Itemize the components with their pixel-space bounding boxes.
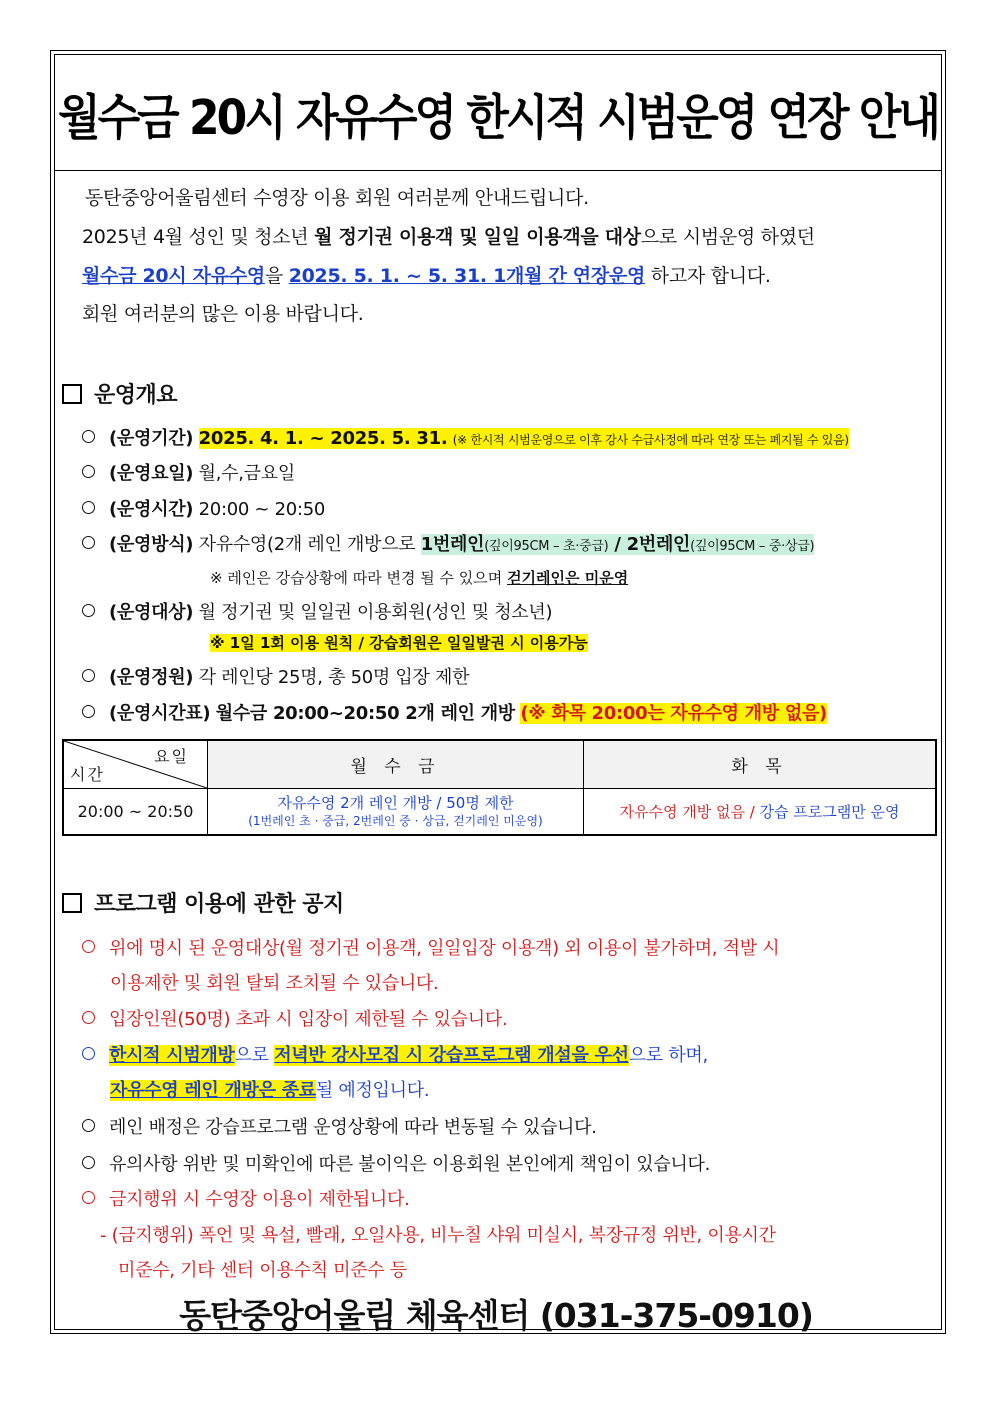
intro-line2-pre: 2025년 4월 성인 및 청소년 — [82, 226, 309, 248]
notice-item-4 — [82, 1113, 597, 1139]
circle-bullet-icon — [82, 705, 95, 718]
circle-bullet-icon — [82, 940, 95, 953]
circle-bullet-icon — [82, 669, 95, 682]
tt-lessons: 강습 프로그램만 운영 — [754, 803, 900, 821]
intro-highlight-period: 2025. 5. 1. ~ 5. 31. 1개월 간 연장운영 — [288, 265, 646, 287]
notice-item-1 — [82, 934, 779, 960]
intro-line2-post: 으로 시범운영 하였던 — [640, 226, 815, 248]
intro-line-3 — [82, 261, 771, 288]
notice-item-5 — [82, 1150, 710, 1176]
notice-item-2 — [82, 1005, 507, 1031]
checkbox-square-icon — [62, 893, 82, 913]
capacity-label: (운영정원) — [109, 667, 194, 688]
header-mwf: 월 수 금 — [208, 740, 584, 789]
title-box — [55, 55, 941, 171]
circle-bullet-icon — [82, 430, 95, 443]
target-label: (운영대상) — [109, 602, 194, 623]
period-note: (※ 한시적 시범운영으로 이후 강사 수급사정에 따라 연장 또는 폐지될 수 있음) — [452, 433, 849, 447]
circle-bullet-icon — [82, 604, 95, 617]
notice-item-3-a: 한시적 시범개방 — [109, 1045, 235, 1066]
method-pre: 자유수영(2개 레인 개방으로 — [198, 534, 416, 555]
overview-heading-text: 운영개요 — [94, 383, 178, 408]
notice-item-3-e: 자유수영 레인 개방은 종료 — [110, 1080, 316, 1101]
overview-period-row — [82, 424, 849, 450]
circle-bullet-icon — [82, 1047, 95, 1060]
schedule-table — [62, 739, 937, 836]
notice-item-2-text: 입장인원(50명) 초과 시 입장이 제한될 수 있습니다. — [109, 1009, 508, 1030]
circle-bullet-icon — [82, 465, 95, 478]
cell-time: 20:00 ~ 20:50 — [63, 789, 208, 836]
notice-item-6-text: 금지행위 시 수영장 이용이 제한됩니다. — [109, 1189, 410, 1210]
schedule-label: (운영시간표) — [109, 703, 211, 724]
intro-highlight-program: 월수금 20시 자유수영 — [82, 265, 265, 287]
schedule-note: (※ 화목 20:00는 자유수영 개방 없음) — [520, 703, 827, 724]
circle-bullet-icon — [82, 1191, 95, 1204]
circle-bullet-icon — [82, 501, 95, 514]
overview-heading — [62, 378, 177, 409]
notice-item-3-f: 될 예정입니다. — [315, 1080, 430, 1101]
notice-item-4-text: 레인 배정은 강습프로그램 운영상황에 따라 변동될 수 있습니다. — [109, 1117, 597, 1138]
notice-item-3 — [82, 1041, 708, 1067]
overview-schedule-row — [82, 699, 827, 725]
target-note-text: ※ 1일 1회 이용 원칙 / 강습회원은 일일발권 시 이용가능 — [210, 634, 588, 652]
notice-item-6-sub1: - (금지행위) 폭언 및 욕설, 빨래, 오일사용, 비누칠 샤워 미실시, 복장규정 위반, 이용시간 — [100, 1225, 776, 1246]
notice-heading — [62, 887, 344, 918]
capacity-value: 각 레인당 25명, 총 50명 입장 제한 — [198, 667, 470, 688]
tt-closed: 자유수영 개방 없음 / — [619, 803, 755, 821]
intro-line-2 — [82, 222, 815, 249]
corner-time-label: 시간 — [70, 765, 105, 784]
overview-days-row — [82, 459, 295, 485]
method-note — [210, 567, 628, 588]
schedule-value: 월수금 20:00~20:50 2개 레인 개방 — [215, 703, 515, 724]
corner-days-label: 요일 — [154, 747, 189, 766]
lane2-note: (깊이95CM – 중·상급) — [690, 539, 815, 554]
lane1-note: (깊이95CM – 초·중급) — [484, 539, 609, 554]
overview-method-row — [82, 530, 814, 556]
notice-item-3-b: 으로 — [234, 1045, 275, 1066]
table-header-row — [63, 740, 936, 789]
overview-capacity-row — [82, 663, 469, 689]
notice-item-3-d: 으로 하며, — [628, 1045, 708, 1066]
overview-target-row — [82, 598, 552, 624]
circle-bullet-icon — [82, 1011, 95, 1024]
period-label: (운영기간) — [109, 428, 194, 449]
checkbox-square-icon — [62, 384, 82, 404]
intro-line-1: 동탄중앙어울림센터 수영장 이용 회원 여러분께 안내드립니다. — [85, 187, 589, 209]
days-value: 월,수,금요일 — [198, 463, 295, 484]
method-label: (운영방식) — [109, 534, 194, 555]
lane1-label: 1번레인 — [420, 534, 485, 555]
notice-item-3-line2 — [110, 1076, 429, 1102]
mwf-main: 자유수영 2개 레인 개방 / 50명 제한 — [277, 794, 514, 812]
notice-item-5-text: 유의사항 위반 및 미확인에 따른 불이익은 이용회원 본인에게 책임이 있습니다. — [109, 1154, 711, 1175]
method-note-text: ※ 레인은 강습상황에 따라 변경 될 수 있으며 — [210, 569, 503, 587]
table-corner-cell — [63, 740, 208, 789]
cell-mwf — [208, 789, 584, 836]
circle-bullet-icon — [82, 1156, 95, 1169]
period-highlight — [199, 428, 849, 449]
notice-item-1-line2: 이용제한 및 회원 탈퇴 조치될 수 있습니다. — [110, 973, 439, 994]
page-title: 월수금 20시 자유수영 한시적 시범운영 연장 안내 — [58, 89, 938, 146]
cell-tt — [584, 789, 937, 836]
intro-line-4: 회원 여러분의 많은 이용 바랍니다. — [82, 303, 364, 325]
method-note-underlined: 걷기레인은 미운영 — [507, 569, 629, 587]
intro-line3-end: 하고자 합니다. — [645, 265, 771, 287]
table-row — [63, 789, 936, 836]
intro-line3-particle: 을 — [264, 265, 283, 287]
intro-line2-bold: 월 정기권 이용객 및 일일 이용객을 대상 — [314, 226, 641, 248]
target-value: 월 정기권 및 일일권 이용회원(성인 및 청소년) — [198, 602, 553, 623]
time-value: 20:00 ~ 20:50 — [198, 499, 326, 520]
days-label: (운영요일) — [109, 463, 194, 484]
header-tt: 화 목 — [584, 740, 937, 789]
circle-bullet-icon — [82, 536, 95, 549]
circle-bullet-icon — [82, 1119, 95, 1132]
notice-item-3-c: 저녁반 강사모집 시 강습프로그램 개설을 우선 — [274, 1045, 629, 1066]
lane2-label: 2번레인 — [626, 534, 691, 555]
notice-item-6-sub2: 미준수, 기타 센터 이용수칙 미준수 등 — [118, 1260, 407, 1281]
time-label: (운영시간) — [109, 499, 194, 520]
lanes-highlight — [421, 534, 815, 555]
notice-item-6 — [82, 1185, 410, 1211]
notice-heading-text: 프로그램 이용에 관한 공지 — [94, 892, 344, 917]
footer-contact: 동탄중앙어울림 체육센터 (031-375-0910) — [179, 1296, 813, 1335]
overview-time-row — [82, 495, 325, 521]
target-note — [210, 632, 588, 653]
notice-item-1-line1: 위에 명시 된 운영대상(월 정기권 이용객, 일일입장 이용객) 외 이용이 불가하며, 적발 시 — [109, 938, 780, 959]
lane-separator: / — [608, 534, 627, 555]
period-value: 2025. 4. 1. ~ 2025. 5. 31. — [198, 428, 448, 449]
mwf-sub: (1번레인 초 · 중급, 2번레인 중 · 상급, 걷기레인 미운영) — [248, 814, 543, 828]
